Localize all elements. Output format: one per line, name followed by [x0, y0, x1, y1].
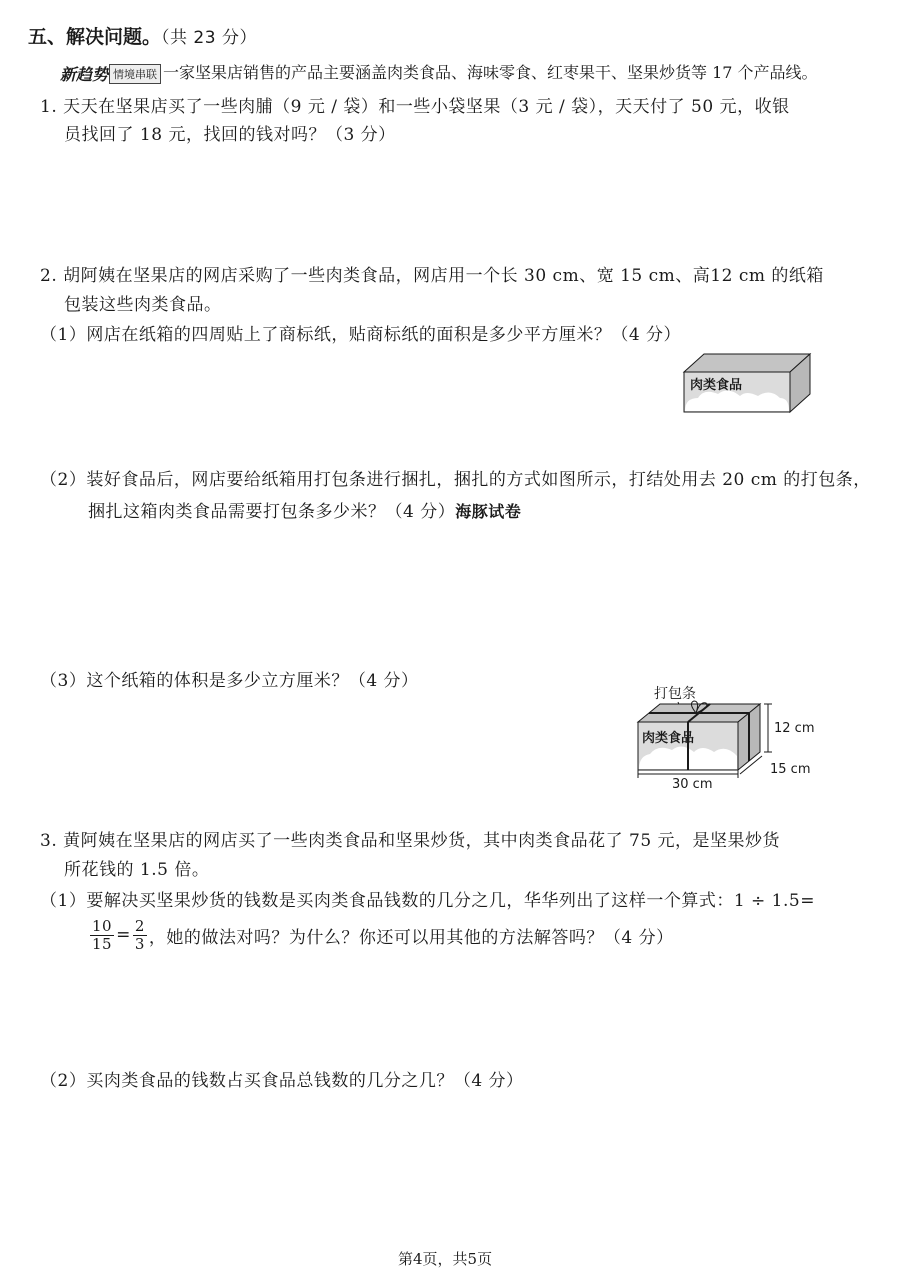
- box2-label: 肉类食品: [642, 731, 695, 746]
- q2-part2-line2: [88, 497, 521, 522]
- section-header: [28, 22, 257, 49]
- q2-part2-line1: （2）装好食品后，网店要给纸箱用打包条进行捆扎，捆扎的方式如图所示，打结处用去 20 cm 的打包条，: [40, 470, 871, 490]
- section-score: （共 23 分）: [161, 28, 257, 48]
- fraction-numerator: 2: [134, 917, 145, 935]
- equals-sign: =: [116, 925, 131, 945]
- trend-badge: [60, 62, 161, 85]
- q2-line1: 2. 胡阿姨在坚果店的网店采购了一些肉类食品，网店用一个长 30 cm、宽 15 cm、高12 cm 的纸箱: [40, 266, 824, 286]
- section-title: 五、解决问题。: [28, 26, 162, 48]
- q2-part3: （3）这个纸箱的体积是多少立方厘米？（4 分）: [40, 671, 419, 691]
- badge-tag: 情境串联: [109, 64, 161, 84]
- q1-line2: 员找回了 18 元，找回的钱对吗？（3 分）: [64, 125, 396, 145]
- q2-line2: 包装这些肉类食品。: [64, 295, 222, 315]
- strap-label: 打包条: [654, 686, 696, 702]
- q1-line1: 1. 天天在坚果店买了一些肉脯（9 元 / 袋）和一些小袋坚果（3 元 / 袋），天天付了 50 元，收银: [40, 97, 790, 117]
- fraction-denominator: 15: [92, 934, 113, 953]
- q3-line1: 3. 黄阿姨在坚果店的网店买了一些肉类食品和坚果炒货，其中肉类食品花了 75 元，是坚果炒货: [40, 831, 781, 851]
- q3-part2: （2）买肉类食品的钱数占买食品总钱数的几分之几？（4 分）: [40, 1071, 524, 1091]
- height-label: 12 cm: [774, 721, 815, 736]
- intro-text: 一家坚果店销售的产品主要涵盖肉类食品、海味零食、红枣果干、坚果炒货等 17 个产品线。: [163, 63, 818, 82]
- fraction-numerator: 10: [92, 917, 113, 935]
- q3-part1-line2: [88, 918, 674, 952]
- box-illustration-2: [630, 682, 825, 790]
- width-label: 15 cm: [770, 762, 811, 777]
- badge-logo: 新趋势: [60, 65, 109, 84]
- page-footer: 第4页，共5页: [398, 1250, 493, 1268]
- intro-line: [60, 60, 818, 85]
- length-label: 30 cm: [672, 777, 713, 790]
- q3-part1-question: ，她的做法对吗？为什么？你还可以用其他的方法解答吗？（4 分）: [148, 927, 674, 948]
- box-illustration-1: [680, 352, 815, 414]
- q2-part1: （1）网店在纸箱的四周贴上了商标纸，贴商标纸的面积是多少平方厘米？（4 分）: [40, 325, 682, 345]
- q3-line2: 所花钱的 1.5 倍。: [64, 860, 210, 880]
- q3-part1-line1: （1）要解决买坚果炒货的钱数是买肉类食品钱数的几分之几，华华列出了这样一个算式：1 ÷ 1.5=: [40, 891, 815, 911]
- box1-label: 肉类食品: [690, 378, 743, 393]
- fraction-10-15: [90, 918, 114, 952]
- fraction-2-3: [133, 918, 147, 952]
- box1-top-face: [684, 354, 810, 372]
- fraction-denominator: 3: [134, 934, 145, 953]
- q2-part2-line2-text: 捆扎这箱肉类食品需要打包条多少米？（4 分）: [88, 502, 456, 522]
- watermark-text: 海豚试卷: [455, 502, 522, 521]
